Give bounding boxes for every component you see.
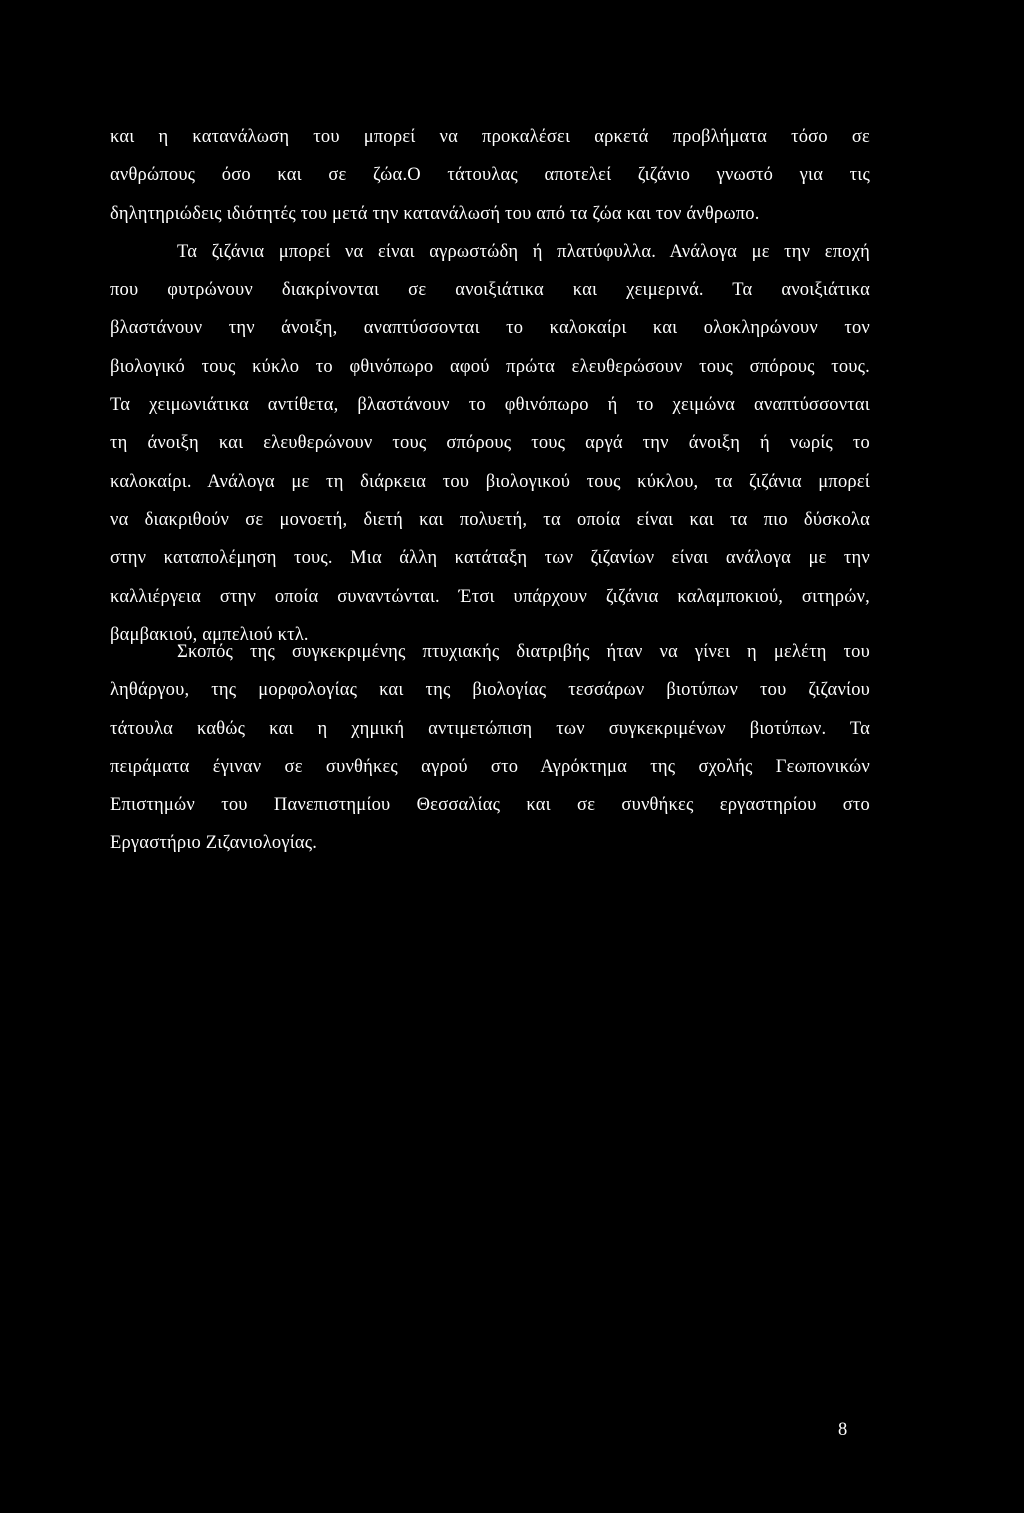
text-line: βλαστάνουν την άνοιξη, αναπτύσσονται το καλοκαίρι και ολοκληρώνουν τον bbox=[110, 318, 870, 339]
text-line: καλλιέργεια στην οποία συναντώνται. Έτσι υπάρχουν ζιζάνια καλαμποκιού, σιτηρών, bbox=[110, 586, 870, 607]
text-line: τη άνοιξη και ελευθερώνουν τους σπόρους τους αργά την άνοιξη ή νωρίς το bbox=[110, 433, 870, 454]
text-line: και η κατανάλωση του μπορεί να προκαλέσει αρκετά προβλήματα τόσο σε bbox=[110, 127, 870, 147]
text-line: Επιστημών του Πανεπιστημίου Θεσσαλίας και σε συνθήκες εργαστηρίου στο bbox=[110, 795, 870, 816]
text-line: Εργαστήριο Ζιζανιολογίας. bbox=[110, 833, 318, 854]
text-line: δηλητηριώδεις ιδιότητές του μετά την κατανάλωσή του από τα ζώα και τον άνθρωπο. bbox=[110, 203, 760, 224]
body-paragraph-2 bbox=[110, 633, 870, 863]
text-line: πειράματα έγιναν σε συνθήκες αγρού στο Αγρόκτημα της σχολής Γεωπονικών bbox=[110, 756, 870, 777]
text-line: τάτουλα καθώς και η χημική αντιμετώπιση των συγκεκριμένων βιοτύπων. Τα bbox=[110, 718, 870, 739]
text-line: Σκοπός της συγκεκριμένης πτυχιακής διατριβής ήταν να γίνει η μελέτη του bbox=[177, 642, 870, 662]
body-paragraph-1 bbox=[110, 118, 870, 654]
text-line: ανθρώπους όσο και σε ζώα.Ο τάτουλας αποτελεί ζιζάνιο γνωστό για τις bbox=[110, 165, 870, 186]
text-line: να διακριθούν σε μονοετή, διετή και πολυετή, τα οποία είναι και τα πιο δύσκολα bbox=[110, 509, 870, 530]
text-line: Τα ζιζάνια μπορεί να είναι αγρωστώδη ή πλατύφυλλα. Ανάλογα με την εποχή bbox=[177, 241, 870, 262]
text-line: ληθάργου, της μορφολογίας και της βιολογίας τεσσάρων βιοτύπων του ζιζανίου bbox=[110, 680, 870, 701]
page-number: 8 bbox=[838, 1420, 848, 1440]
text-line: στην καταπολέμηση τους. Μια άλλη κατάταξη των ζιζανίων είναι ανάλογα με την bbox=[110, 548, 870, 569]
text-line: καλοκαίρι. Ανάλογα με τη διάρκεια του βιολογικού τους κύκλου, τα ζιζάνια μπορεί bbox=[110, 471, 870, 492]
text-line: που φυτρώνουν διακρίνονται σε ανοιξιάτικα και χειμερινά. Τα ανοιξιάτικα bbox=[110, 280, 870, 301]
text-line: βαμβακιού, αμπελιού κτλ. bbox=[110, 624, 309, 645]
text-line: Τα χειμωνιάτικα αντίθετα, βλαστάνουν το φθινόπωρο ή το χειμώνα αναπτύσσονται bbox=[110, 395, 870, 416]
text-line: βιολογικό τους κύκλο το φθινόπωρο αφού πρώτα ελευθερώσουν τους σπόρους τους. bbox=[110, 356, 870, 377]
